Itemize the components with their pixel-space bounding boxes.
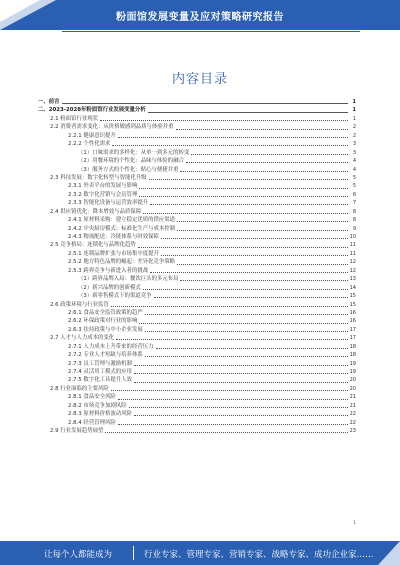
toc-entry[interactable] [38, 326, 356, 334]
toc-leader-dots [145, 356, 348, 357]
toc-entry-page: 14 [349, 284, 356, 291]
toc-leader-dots [177, 230, 348, 231]
toc-leader-dots [139, 196, 348, 197]
toc-entry-page: 10 [349, 234, 356, 240]
toc-entry-page: 1 [352, 115, 356, 122]
toc-entry-label: 2.7.3 员工管理与激励机制 [68, 360, 132, 367]
toc-entry-label: 2.2 消费者需求变化：从价格敏感到品质与体验并重 [50, 124, 174, 131]
toc-entry[interactable] [38, 351, 356, 359]
toc-leader-dots [161, 238, 348, 239]
toc-entry[interactable] [38, 182, 356, 190]
toc-entry-label: 2.4.2 中央厨房模式：标准化生产与成本控制 [68, 225, 176, 232]
footer-separator [133, 546, 134, 560]
toc-leader-dots [111, 306, 348, 307]
toc-entry-label: 2.9 行业发展趋势展望 [50, 428, 104, 435]
toc-entry[interactable] [38, 132, 356, 140]
toc-entry-label: 2.5.2 地方特色品牌的崛起：差异化竞争策略 [68, 259, 176, 266]
header-band [0, 0, 400, 30]
toc-entry-label: （1）跨界品牌入局：餐饮巨头的多元布局 [78, 276, 179, 283]
toc-entry-label: （2）新兴品牌的创新模式 [78, 284, 141, 291]
toc-entry-label: 2.7.4 灵活用工模式的应用 [68, 369, 132, 375]
toc-entry-label: 2.6 政策环境与行业监管 [50, 301, 109, 308]
toc-entry[interactable] [38, 284, 356, 292]
toc-entry[interactable] [38, 275, 356, 283]
toc-leader-dots [139, 188, 348, 189]
toc-leader-dots [156, 348, 348, 349]
toc-list [38, 98, 356, 436]
toc-entry-label: 2.3 科技发展：数字化转型与智能化升级 [50, 174, 147, 181]
toc-leader-dots [134, 365, 348, 366]
toc-entry[interactable] [38, 191, 356, 199]
toc-leader-dots [116, 339, 347, 340]
toc-leader-dots [161, 255, 348, 256]
toc-entry[interactable] [38, 317, 356, 325]
toc-entry[interactable] [38, 174, 356, 182]
toc-entry-page: 16 [349, 309, 356, 316]
toc-entry-label: 2.7.5 数字化工具提升人效 [68, 377, 132, 384]
toc-entry-page: 11 [349, 250, 356, 257]
toc-entry-label: 2.4.3 物流配送：冷链体系与时效保障 [68, 234, 159, 240]
toc-leader-dots [112, 145, 348, 146]
toc-entry-page: 16 [349, 318, 356, 325]
toc-leader-dots [134, 382, 348, 383]
toc-entry[interactable] [38, 225, 356, 233]
toc-entry-page: 20 [349, 385, 356, 392]
report-title: 粉面馆发展变量及应对策略研究报告 [116, 12, 284, 23]
toc-leader-dots [62, 103, 348, 104]
toc-entry-page: 8 [352, 208, 356, 215]
toc-leader-dots [145, 314, 348, 315]
toc-entry-page: 21 [349, 402, 356, 409]
toc-entry[interactable] [38, 216, 356, 224]
toc-entry[interactable] [38, 233, 356, 241]
toc-leader-dots [118, 424, 348, 425]
toc-entry-page: 8 [352, 217, 356, 224]
page-number: 1 [353, 521, 356, 526]
toc-leader-dots [100, 120, 348, 121]
toc-entry-label: 2.8.1 食品安全风险 [68, 394, 116, 401]
toc-leader-dots [186, 162, 348, 163]
toc-entry-page: 15 [349, 301, 356, 308]
toc-entry-label: （3）新零售模式下的渠道竞争 [78, 293, 152, 300]
toc-leader-dots [143, 289, 348, 290]
toc-entry-page: 18 [349, 343, 356, 350]
toc-entry-page: 6 [352, 191, 356, 198]
toc-entry[interactable] [38, 149, 356, 157]
toc-leader-dots [138, 247, 348, 248]
toc-entry-page: 12 [349, 259, 356, 266]
toc-entry-label: 二、2023-2028年粉面馆行业发展变量分析 [38, 107, 146, 114]
toc-entry-page: 3 [352, 141, 356, 148]
toc-entry[interactable] [38, 258, 356, 266]
toc-entry[interactable] [38, 376, 356, 384]
header-rule [62, 31, 360, 32]
toc-entry-label: 2.8.2 市场竞争加剧风险 [68, 402, 127, 409]
toc-title: 内容目录 [171, 72, 228, 87]
toc-entry-label: 2.6.3 扶持政策与中小企业发展 [68, 326, 143, 333]
toc-entry-label: 2.2.1 健康意识提升 [68, 132, 116, 139]
toc-entry-label: 2.8 行业面临的主要风险 [50, 385, 109, 392]
toc-entry-label: 2.6.1 食品安全监管政策的趋严 [68, 309, 143, 316]
toc-entry[interactable] [38, 334, 356, 342]
toc-leader-dots [139, 323, 347, 324]
toc-entry-label: 2.8.3 原材料价格波动风险 [68, 411, 132, 418]
toc-entry-page: 9 [352, 225, 356, 232]
toc-entry-page: 19 [349, 360, 356, 367]
toc-leader-dots [134, 415, 348, 416]
toc-entry-page: 4 [352, 166, 356, 173]
toc-leader-dots [149, 179, 348, 180]
footer-slogan-left: 让每个人都能成为 [44, 550, 113, 560]
toc-entry[interactable] [38, 419, 356, 427]
toc-entry[interactable] [38, 301, 356, 309]
toc-entry[interactable] [38, 309, 356, 317]
toc-entry[interactable] [38, 98, 356, 106]
toc-entry-page: 1 [352, 107, 356, 114]
toc-entry[interactable] [38, 106, 356, 114]
toc-leader-dots [180, 171, 348, 172]
toc-entry[interactable] [38, 360, 356, 368]
footer-corner-decoration [378, 541, 400, 565]
toc-entry[interactable] [38, 115, 356, 123]
toc-entry-label: 2.5.1 连锁品牌扩张与市场集中度提升 [68, 250, 159, 257]
toc-entry-label: 2.5.3 跨界竞争与新进入者的挑战 [68, 267, 149, 274]
toc-entry-page: 5 [352, 183, 356, 190]
toc-entry-label: 2.5 竞争格局：连锁化与品牌化趋势 [50, 242, 136, 249]
toc-entry[interactable] [38, 385, 356, 393]
toc-entry[interactable] [38, 427, 356, 435]
toc-entry-label: 2.7 人才与人力成本的变化 [50, 335, 115, 342]
toc-leader-dots [176, 129, 349, 130]
toc-entry-page: 22 [349, 411, 356, 418]
toc-entry[interactable] [38, 157, 356, 165]
toc-entry-label: 一、前言 [38, 99, 60, 105]
toc-leader-dots [134, 373, 348, 374]
toc-leader-dots [150, 204, 348, 205]
toc-entry-label: 2.4.1 原材料采购：建立稳定优质的供应渠道 [68, 217, 176, 224]
toc-entry[interactable] [38, 402, 356, 410]
toc-entry-page: 7 [352, 200, 356, 207]
toc-entry-page: 3 [352, 149, 356, 156]
footer-band [0, 541, 400, 565]
toc-entry-label: 2.7.2 专业人才短缺与培养体系 [68, 352, 143, 359]
toc-entry-page: 13 [349, 276, 356, 283]
toc-entry-label: 2.7.1 人力成本上升带来的经营压力 [68, 343, 154, 350]
toc-entry-label: （1）口味需求的多样化：从单一到多元的转变 [78, 149, 190, 156]
toc-entry[interactable] [38, 241, 356, 249]
toc-entry-page: 2 [352, 124, 356, 131]
toc-entry[interactable] [38, 410, 356, 418]
toc-entry-page: 15 [349, 293, 356, 300]
toc-leader-dots [154, 297, 348, 298]
toc-entry-page: 5 [352, 174, 356, 181]
toc-entry-label: 2.6.2 环保政策对行业的影响 [68, 318, 138, 325]
toc-leader-dots [180, 280, 347, 281]
toc-entry-label: 2.3.2 数字化营销与会员管理 [68, 191, 138, 198]
toc-entry[interactable] [38, 343, 356, 351]
toc-leader-dots [150, 272, 348, 273]
toc-entry-page: 17 [349, 326, 356, 333]
toc-entry[interactable] [38, 368, 356, 376]
toc-entry-label: （2）用餐环境的个性化：品味与体验的融合 [78, 158, 184, 165]
toc-entry-label: （3）服务方式的个性化：贴心与便捷并重 [78, 166, 179, 173]
toc-leader-dots [148, 112, 348, 113]
toc-entry-label: 2.3.3 智能化设备与运营效率提升 [68, 200, 149, 207]
toc-entry[interactable] [38, 199, 356, 207]
toc-entry[interactable] [38, 140, 356, 148]
toc-entry[interactable] [38, 250, 356, 258]
toc-entry-label: 2.2.2 个性化需求 [68, 141, 111, 148]
toc-entry-label: 2.8.4 经营管理风险 [68, 419, 116, 426]
toc-entry-page: 19 [349, 369, 356, 375]
toc-entry[interactable] [38, 166, 356, 174]
toc-leader-dots [118, 137, 348, 138]
toc-entry-page: 4 [352, 158, 356, 165]
toc-entry[interactable] [38, 267, 356, 275]
toc-entry-page: 18 [349, 352, 356, 359]
toc-leader-dots [129, 407, 348, 408]
toc-entry-page: 1 [352, 99, 356, 105]
toc-entry[interactable] [38, 292, 356, 300]
toc-leader-dots [111, 390, 348, 391]
toc-entry-label: 2.1 粉面馆行业现状 [50, 115, 99, 122]
toc-entry-page: 12 [349, 267, 356, 274]
toc-entry-page: 11 [349, 242, 356, 249]
toc-entry-page: 2 [352, 132, 356, 139]
toc-entry-label: 2.3.1 外卖平台的发展与影响 [68, 183, 138, 190]
toc-leader-dots [143, 213, 348, 214]
toc-entry-page: 23 [349, 428, 356, 435]
toc-entry-page: 22 [349, 419, 356, 426]
toc-entry[interactable] [38, 393, 356, 401]
toc-leader-dots [177, 221, 348, 222]
toc-entry-page: 21 [349, 394, 356, 401]
toc-entry-page: 17 [349, 335, 356, 342]
footer-slogan-right: 行业专家、管理专家、营销专家、战略专家、成功企业家…… [144, 550, 374, 560]
toc-entry-page: 20 [349, 377, 356, 384]
toc-entry-label: 2.4 供应链优化：降本增效与品质保障 [50, 208, 142, 215]
toc-leader-dots [177, 264, 348, 265]
toc-leader-dots [118, 399, 348, 400]
toc-entry[interactable] [38, 123, 356, 131]
toc-leader-dots [105, 432, 347, 433]
toc-leader-dots [145, 331, 348, 332]
toc-entry[interactable] [38, 208, 356, 216]
toc-leader-dots [191, 154, 348, 155]
